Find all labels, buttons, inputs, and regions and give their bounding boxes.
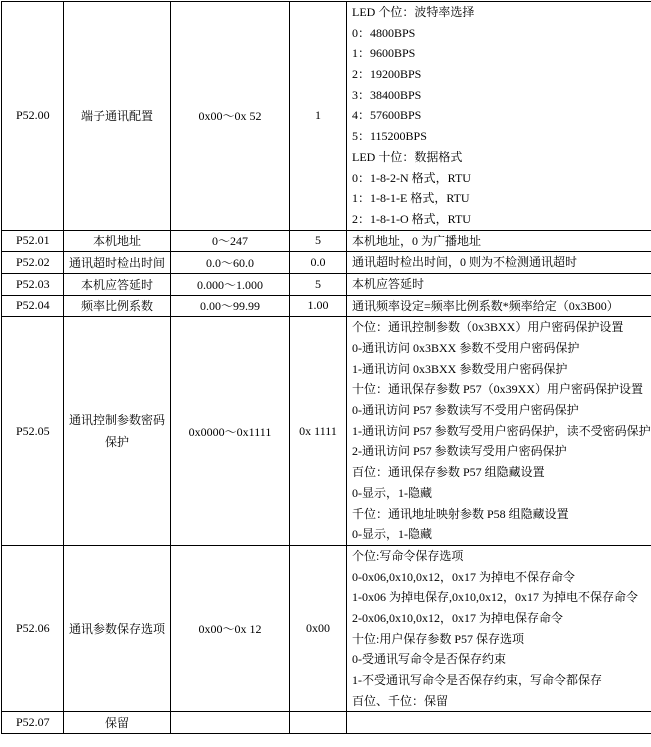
param-description [347, 2, 651, 231]
param-name: 本机应答延时 [64, 273, 171, 295]
table-row [2, 317, 651, 546]
description-line: 0：4800BPS [352, 25, 416, 40]
param-name-line: 通讯控制参数密码 [68, 413, 165, 428]
param-name [64, 317, 171, 546]
param-name-line: 保护 [104, 435, 129, 450]
table-row [2, 230, 651, 252]
param-range: 0x0000～0x1111 [171, 317, 290, 546]
table-row [2, 545, 651, 712]
description-line: 个位:写命令保存选项 [352, 548, 464, 563]
description-line: 1-不受通讯写命令是否保存约束，写命令都保存 [352, 673, 602, 687]
param-description [347, 273, 651, 295]
description-line: LED 个位：波特率选择 [352, 5, 475, 19]
param-description [347, 712, 651, 734]
description-line: 本机应答延时 [352, 276, 425, 291]
description-line: 百位、千位：保留 [352, 693, 449, 708]
param-name: 保留 [64, 712, 171, 734]
description-line: 1-0x06 为掉电保存,0x10,0x12，0x17 为掉电不保存命令 [352, 590, 638, 605]
param-default [290, 712, 347, 734]
param-description [347, 230, 651, 252]
description-line: 3：38400BPS [352, 87, 422, 102]
param-code: P52.06 [2, 545, 64, 712]
description-line: 千位：通讯地址映射参数 P58 组隐藏设置 [352, 506, 569, 521]
param-code: P52.01 [2, 230, 64, 252]
param-description [347, 317, 651, 546]
param-range: 0.000～1.000 [171, 273, 290, 295]
description-line: 2：1-8-1-O 格式，RTU [352, 211, 471, 226]
description-line: 个位：通讯控制参数（0x3BXX）用户密码保护设置 [352, 320, 624, 335]
description-line: 十位:用户保存参数 P57 保存选项 [352, 631, 525, 646]
description-line: 1-通讯访问 0x3BXX 参数受用户密码保护 [352, 361, 568, 376]
description-line: 通讯超时检出时间，0 则为不检测通讯超时 [352, 255, 578, 270]
param-range: 0.00～99.99 [171, 295, 290, 317]
description-line [352, 712, 651, 733]
param-default: 0x00 [290, 545, 347, 712]
description-line: 0-通讯访问 0x3BXX 参数不受用户密码保护 [352, 341, 580, 355]
description-line: 0-0x06,0x10,0x12，0x17 为掉电不保存命令 [352, 569, 575, 584]
param-code: P52.00 [2, 2, 64, 231]
description-line: 4：57600BPS [352, 108, 422, 123]
param-range: 0x00～0x 12 [171, 545, 290, 712]
description-line: 5：115200BPS [352, 129, 427, 144]
param-range: 0～247 [171, 230, 290, 252]
description-line: 0-显示，1-隐藏 [352, 485, 432, 500]
table-row [2, 273, 651, 295]
param-name: 通讯超时检出时间 [64, 252, 171, 274]
description-line: 0-通讯访问 P57 参数读写不受用户密码保护 [352, 403, 579, 418]
description-line: 1：1-8-1-E 格式，RTU [352, 191, 470, 206]
param-code: P52.03 [2, 273, 64, 295]
description-line: 2-0x06,0x10,0x12，0x17 为掉电保存命令 [352, 610, 563, 625]
table-row [2, 252, 651, 274]
param-default: 1.00 [290, 295, 347, 317]
description-line: 1-通讯访问 P57 参数写受用户密码保护，读不受密码保护 [352, 423, 651, 438]
param-default: 0x 1111 [290, 317, 347, 546]
parameter-table [1, 1, 651, 734]
description-line: 1：9600BPS [352, 46, 416, 61]
param-code: P52.05 [2, 317, 64, 546]
description-line: 0-显示，1-隐藏 [352, 527, 432, 542]
description-line: 2-通讯访问 P57 参数读写受用户密码保护 [352, 444, 567, 459]
param-code: P52.07 [2, 712, 64, 734]
param-name: 频率比例系数 [64, 295, 171, 317]
param-name: 端子通讯配置 [64, 2, 171, 231]
description-line: 百位：通讯保存参数 P57 组隐藏设置 [352, 465, 545, 480]
table-row [2, 295, 651, 317]
param-code: P52.04 [2, 295, 64, 317]
param-default: 5 [290, 230, 347, 252]
description-line: LED 十位：数据格式 [352, 149, 463, 164]
table-row [2, 2, 651, 231]
param-default: 0.0 [290, 252, 347, 274]
description-line: 0：1-8-2-N 格式，RTU [352, 170, 471, 185]
param-default: 1 [290, 2, 347, 231]
description-line: 0-受通讯写命令是否保存约束 [352, 652, 506, 667]
param-name: 本机地址 [64, 230, 171, 252]
param-name: 通讯参数保存选项 [64, 545, 171, 712]
table-row [2, 712, 651, 734]
param-code: P52.02 [2, 252, 64, 274]
description-line: 十位：通讯保存参数 P57（0x39XX）用户密码保护设置 [352, 382, 644, 397]
param-description [347, 295, 651, 317]
param-range: 0x00～0x 52 [171, 2, 290, 231]
param-range: 0.0～60.0 [171, 252, 290, 274]
description-line: 本机地址，0 为广播地址 [352, 233, 482, 248]
param-description [347, 252, 651, 274]
description-line: 通讯频率设定=频率比例系数*频率给定（0x3B00） [352, 298, 619, 313]
param-description [347, 545, 651, 712]
description-line: 2：19200BPS [352, 67, 422, 82]
param-default: 5 [290, 273, 347, 295]
param-range [171, 712, 290, 734]
